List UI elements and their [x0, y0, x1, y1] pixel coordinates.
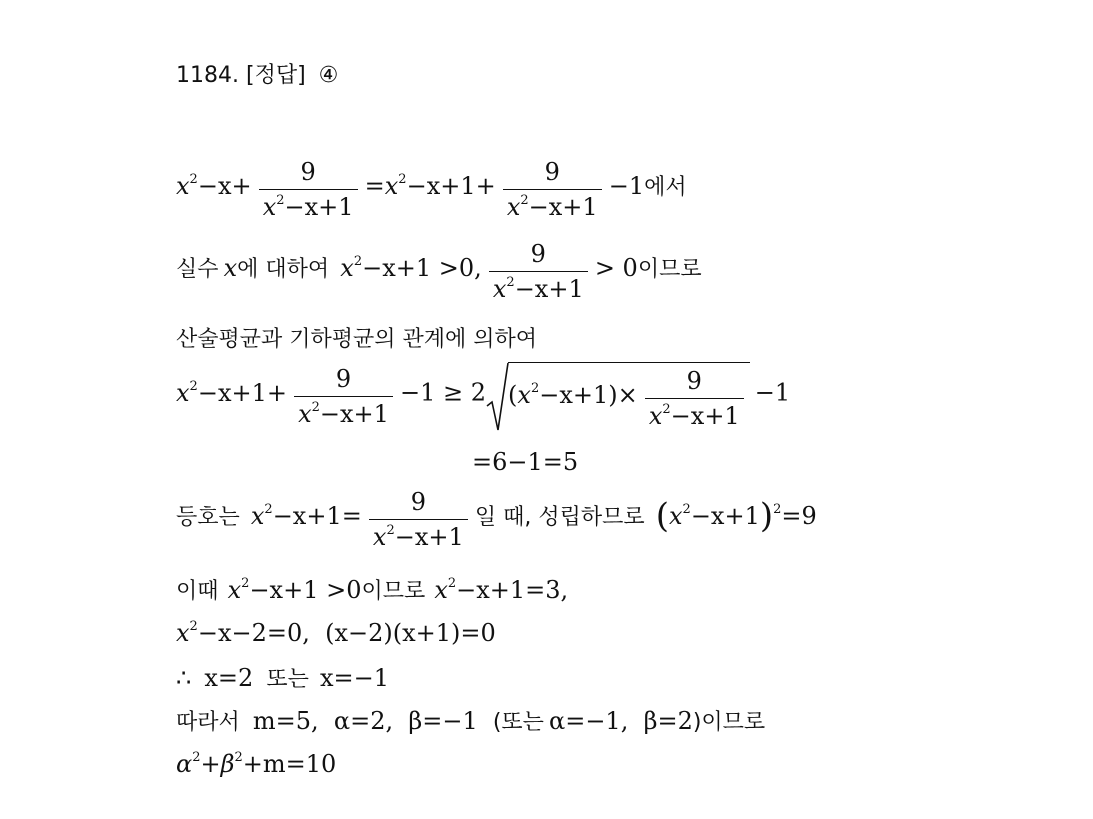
answer-value: ④ [318, 63, 339, 88]
fraction-denominator: $x^2-x+1$ [506, 193, 598, 221]
fraction-numerator: 9 [489, 240, 588, 272]
text-paren-open: (또는 [492, 710, 544, 735]
fraction-numerator: 9 [259, 158, 358, 190]
positivity-condition: 실수 x에 대하여 $x^2-x+1 >0$, $\frac{9}{x^2-x+1}$ > 0이므로 [176, 240, 702, 303]
fraction [503, 158, 602, 221]
positivity-note: 이때 $x^2-x+1 >0$이므로 $x^2-x+1=3$, [176, 576, 569, 604]
quadratic-equation: $x^2-x-2=0$, (x−2)(x+1)=0 [176, 619, 496, 647]
expr-part: > 0 [594, 254, 638, 282]
text-paren-close: )이므로 [692, 710, 766, 735]
fraction-denominator: $x^2-x+1$ [298, 399, 389, 428]
values-expr: m=5, α=2, β=−1 [252, 707, 478, 735]
fraction-denominator: $x^2-x+1$ [262, 193, 354, 221]
text-or: 또는 [266, 667, 309, 692]
expr-part: −x+1=3, [456, 576, 569, 604]
alt-values-expr: α=−1, β=2 [549, 707, 693, 735]
text-suffix: 에서 [644, 175, 687, 200]
final-answer: $\alpha^2+\beta^2+m=10$ [176, 750, 337, 778]
var-x: x [176, 172, 190, 200]
am-gm-statement: 산술평균과 기하평균의 관계에 의하여 [176, 327, 538, 352]
fraction-numerator: 9 [503, 158, 602, 190]
expr-part: −x+1= [272, 502, 362, 530]
text-body: 에 대하여 [237, 257, 330, 282]
text-suffix: 이므로 [637, 257, 702, 282]
expr-part: −x+1+ [406, 172, 496, 200]
fraction-denominator: $x^2-x+1$ [372, 523, 464, 551]
am-gm-result: =6−1=5 [472, 448, 579, 476]
text-body: 일 때, 성립하므로 [474, 505, 645, 530]
fraction [369, 488, 468, 551]
therefore-symbol: ∴ [176, 664, 192, 692]
fraction [259, 158, 358, 221]
answer-label: [정답] [245, 63, 306, 88]
expr-part: −x+1 >0, [362, 254, 482, 282]
fraction-numerator: 9 [294, 365, 393, 397]
radical-sign-icon [486, 362, 510, 434]
equals-sign: = [364, 172, 385, 200]
equation-rewrite: $x^2-x+$ $\frac{9}{x^2-x+1}$ $=x^2-x+1+$ $\frac{9}{x^2-x+1}$ −1에서 [176, 158, 687, 221]
problem-header [176, 58, 338, 89]
text-prefix: 등호는 [176, 505, 240, 530]
am-gm-inequality: $x^2-x+1+$ $\frac{9}{x^2-x+1}$ −1 ≥ 2 $(x^2-x+1)\times$ $\frac{9}{x^2-x+1}$ −1 [176, 362, 790, 430]
expr-part: +m=10 [242, 750, 337, 778]
fraction [645, 367, 744, 430]
fraction-denominator: $x^2-x+1$ [648, 402, 740, 430]
expr-part: =9 [781, 502, 817, 530]
expr-part: −x+1 >0 [249, 576, 362, 604]
solutions [176, 662, 389, 693]
expr-part: −1 [608, 172, 645, 200]
fraction-denominator: $x^2-x+1$ [492, 275, 584, 303]
solution-b: x=−1 [320, 664, 390, 692]
fraction-numerator: 9 [645, 367, 744, 399]
equality-condition: 등호는 $x^2-x+1=$ $\frac{9}{x^2-x+1}$ 일 때, 성립하므로 $(x^2-x+1)^2=9$ [176, 488, 817, 551]
expr-part: −1 [754, 378, 791, 407]
expr-part: −1 ≥ 2 [400, 378, 487, 407]
var-x: x [223, 254, 238, 282]
text-prefix: 이때 [176, 579, 219, 604]
parameter-values [176, 705, 765, 736]
fraction-numerator: 9 [369, 488, 468, 520]
problem-number: 1184. [176, 63, 239, 88]
fraction [294, 365, 393, 428]
square-root: $(x^2-x+1)\times$ $\frac{9}{x^2-x+1}$ [486, 362, 750, 430]
expr-part: −x−2=0, (x−2)(x+1)=0 [197, 619, 496, 647]
fraction [489, 240, 588, 303]
expr-part: −x+1+ [197, 378, 287, 407]
text-prefix: 실수 [176, 257, 219, 282]
expr-part: −x+ [197, 172, 252, 200]
solution-a: x=2 [204, 664, 254, 692]
text-prefix: 따라서 [176, 710, 240, 735]
text-body: 이므로 [361, 579, 426, 604]
